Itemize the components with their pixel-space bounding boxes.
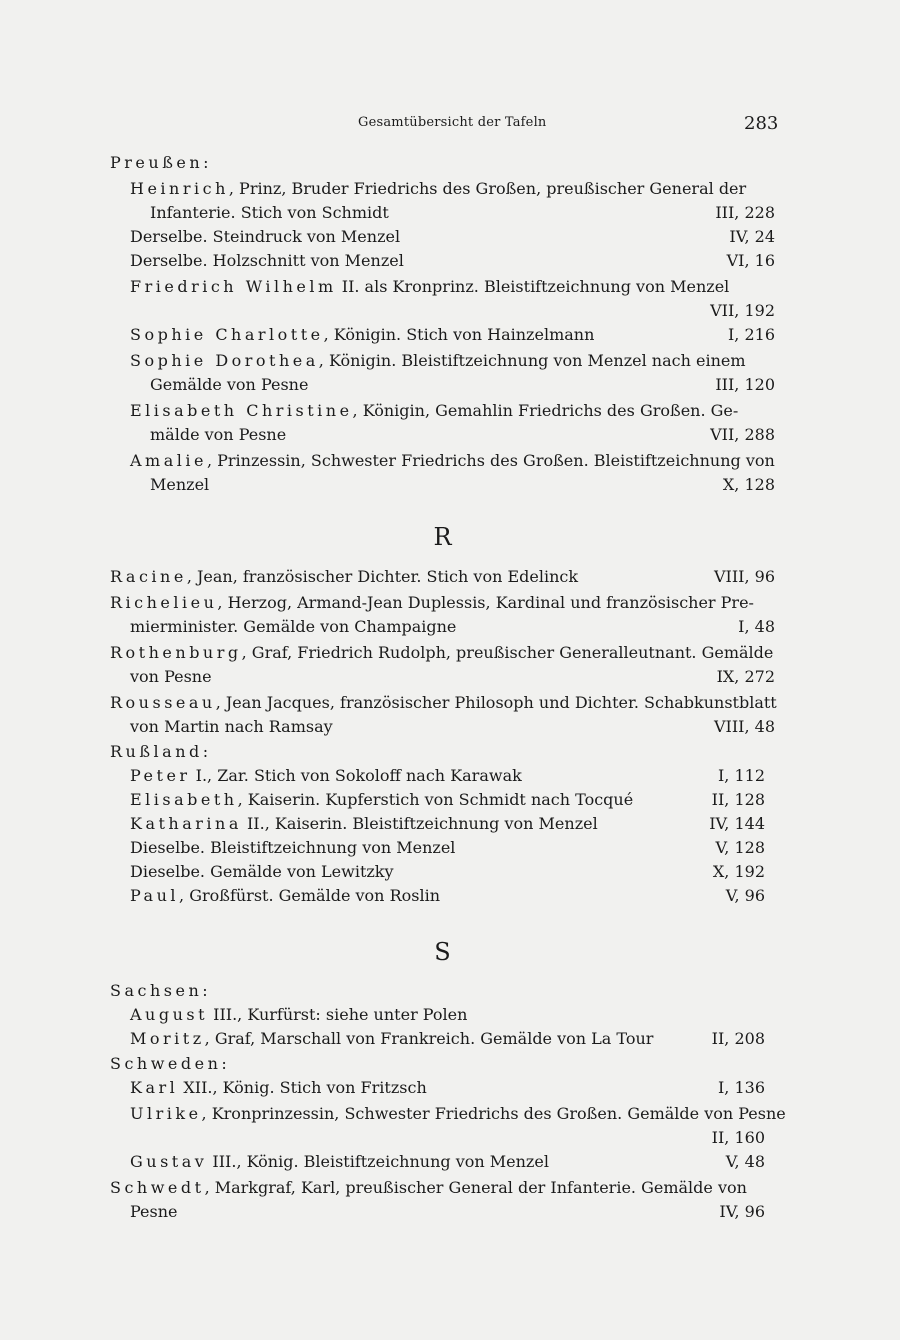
entry-moritz: [110, 1027, 775, 1051]
plate-reference: VII, 288: [710, 425, 775, 444]
entry-text: , Jean, französischer Dichter. Stich von Edelinck: [186, 567, 579, 586]
entry-text: , Kronprinzessin, Schwester Friedrichs des Großen. Gemälde von Pesne: [201, 1104, 786, 1123]
group-label-preussen: Preußen:: [110, 153, 213, 172]
plate-reference: VI, 16: [726, 251, 775, 270]
entry-text: , Markgraf, Karl, preußischer General der Infanterie. Gemälde von: [204, 1178, 747, 1197]
plate-reference: X, 128: [722, 475, 775, 494]
entry-text: , Königin, Gemahlin Friedrichs des Großen. Ge-: [352, 401, 739, 420]
entry-name: Schwedt: [110, 1178, 205, 1197]
section-letter-s: S: [434, 938, 451, 966]
plate-reference: V, 128: [715, 838, 765, 857]
plate-reference: V, 48: [725, 1152, 765, 1171]
entry-ulrike: [110, 1102, 786, 1150]
plate-reference: II, 128: [711, 790, 765, 809]
entry-name: Rousseau: [110, 693, 216, 712]
entry-schwedt: [110, 1176, 775, 1224]
plate-reference: IV, 96: [719, 1202, 765, 1221]
entry-text: , Graf, Marschall von Frankreich. Gemälde von La Tour: [204, 1029, 654, 1048]
entry-gustav: [110, 1150, 775, 1174]
plate-reference: X, 192: [712, 862, 765, 881]
entry-text-cont: Menzel: [150, 475, 210, 494]
entry-rousseau: [110, 691, 775, 739]
running-header: [0, 113, 900, 137]
entry-text: , Graf, Friedrich Rudolph, preußischer Generalleutnant. Gemälde: [241, 643, 774, 662]
entry-text: XII., König. Stich von Fritzsch: [178, 1078, 427, 1097]
entry-text-cont: Infanterie. Stich von Schmidt: [150, 203, 389, 222]
entry-karl: [110, 1076, 775, 1100]
entry-dieselbe-gemaelde: [110, 860, 775, 884]
entry-name: Elisabeth Christine: [130, 401, 353, 420]
entry-text-cont: von Martin nach Ramsay: [130, 717, 333, 736]
plate-reference: IV, 24: [729, 227, 775, 246]
entry-derselbe-holzschnitt: [110, 249, 775, 273]
entry-text: , Kaiserin. Kupferstich von Schmidt nach Tocqué: [237, 790, 634, 809]
entry-name: Friedrich Wilhelm: [130, 277, 337, 296]
plate-reference: II, 160: [711, 1128, 765, 1147]
entry-name: August: [130, 1005, 209, 1024]
entry-name: Sophie Charlotte: [130, 325, 324, 344]
plate-reference: VIII, 96: [713, 567, 775, 586]
plate-reference: I, 216: [727, 325, 775, 344]
entry-august: [110, 1003, 775, 1027]
entry-text-cont: von Pesne: [130, 667, 212, 686]
entry-text: , Herzog, Armand-Jean Duplessis, Kardinal und französischer Pre-: [217, 593, 754, 612]
page-number: 283: [744, 113, 779, 134]
entry-name: Racine: [110, 567, 187, 586]
entry-derselbe-steindruck: [110, 225, 775, 249]
plate-reference: V, 96: [725, 886, 765, 905]
entry-name: Moritz: [130, 1029, 205, 1048]
entry-text: , Jean Jacques, französischer Philosoph und Dichter. Schabkunstblatt: [215, 693, 777, 712]
entry-elisabeth: [110, 788, 775, 812]
entry-text: II. als Kronprinz. Bleistiftzeichnung von Menzel: [336, 277, 730, 296]
entry-text: , Königin. Bleistiftzeichnung von Menzel nach einem: [318, 351, 746, 370]
plate-reference: IV, 144: [709, 814, 765, 833]
entry-richelieu: [110, 591, 775, 639]
entry-text: , Königin. Stich von Hainzelmann: [323, 325, 595, 344]
entry-paul: [110, 884, 775, 908]
entry-text: Derselbe. Holzschnitt von Menzel: [130, 251, 404, 270]
plate-reference: II, 208: [711, 1029, 765, 1048]
plate-reference: IX, 272: [716, 667, 775, 686]
plate-reference: VIII, 48: [713, 717, 775, 736]
group-label-sachsen: Sachsen:: [110, 981, 212, 1000]
entry-text: , Prinzessin, Schwester Friedrichs des Großen. Bleistiftzeichnung von: [206, 451, 775, 470]
entry-text: Dieselbe. Gemälde von Lewitzky: [130, 862, 394, 881]
entry-name: Karl: [130, 1078, 179, 1097]
entry-dieselbe-bleistift: [110, 836, 775, 860]
entry-sophie-dorothea: [110, 349, 775, 397]
plate-reference: III, 120: [715, 375, 775, 394]
entry-name: Peter: [130, 766, 191, 785]
plate-reference: I, 48: [738, 617, 775, 636]
entry-text: III., König. Bleistiftzeichnung von Menzel: [207, 1152, 549, 1171]
entry-heinrich: [110, 177, 775, 225]
entry-elisabeth-christine: [110, 399, 775, 447]
plate-reference: VII, 192: [710, 301, 775, 320]
entry-amalie: [110, 449, 775, 497]
entry-rothenburg: [110, 641, 775, 689]
index-content: [110, 150, 786, 1224]
plate-reference: I, 112: [717, 766, 765, 785]
entry-text-cont: Pesne: [130, 1202, 178, 1221]
entry-friedrich-wilhelm: [110, 275, 775, 323]
entry-name: Elisabeth: [130, 790, 238, 809]
entry-name: Rothenburg: [110, 643, 242, 662]
entry-name: Paul: [130, 886, 180, 905]
entry-text-cont: mierminister. Gemälde von Champaigne: [130, 617, 457, 636]
running-title: Gesamtübersicht der Tafeln: [358, 115, 547, 130]
entry-text: Derselbe. Steindruck von Menzel: [130, 227, 401, 246]
entry-peter: [110, 764, 775, 788]
entry-sophie-charlotte: [110, 323, 775, 347]
entry-text: I., Zar. Stich von Sokoloff nach Karawak: [190, 766, 522, 785]
entry-name: Sophie Dorothea: [130, 351, 319, 370]
entry-name: Richelieu: [110, 593, 218, 612]
entry-text: III., Kurfürst: siehe unter Polen: [208, 1005, 468, 1024]
section-letter-r: R: [433, 523, 452, 551]
entry-text: , Prinz, Bruder Friedrichs des Großen, preußischer General der: [228, 179, 747, 198]
plate-reference: III, 228: [715, 203, 775, 222]
entry-text-cont: Gemälde von Pesne: [150, 375, 309, 394]
entry-name: Katharina: [130, 814, 242, 833]
entry-name: Gustav: [130, 1152, 208, 1171]
entry-text: , Großfürst. Gemälde von Roslin: [179, 886, 440, 905]
entry-name: Amalie: [130, 451, 207, 470]
entry-katharina: [110, 812, 775, 836]
entry-name: Heinrich: [130, 179, 229, 198]
entry-text: Dieselbe. Bleistiftzeichnung von Menzel: [130, 838, 456, 857]
entry-text-cont: mälde von Pesne: [150, 425, 287, 444]
entry-text: II., Kaiserin. Bleistiftzeichnung von Menzel: [241, 814, 598, 833]
group-label-schweden: Schweden:: [110, 1054, 231, 1073]
entry-name: Ulrike: [130, 1104, 202, 1123]
entry-racine: [110, 565, 775, 589]
group-label-russland: Rußland:: [110, 742, 212, 761]
plate-reference: I, 136: [717, 1078, 765, 1097]
